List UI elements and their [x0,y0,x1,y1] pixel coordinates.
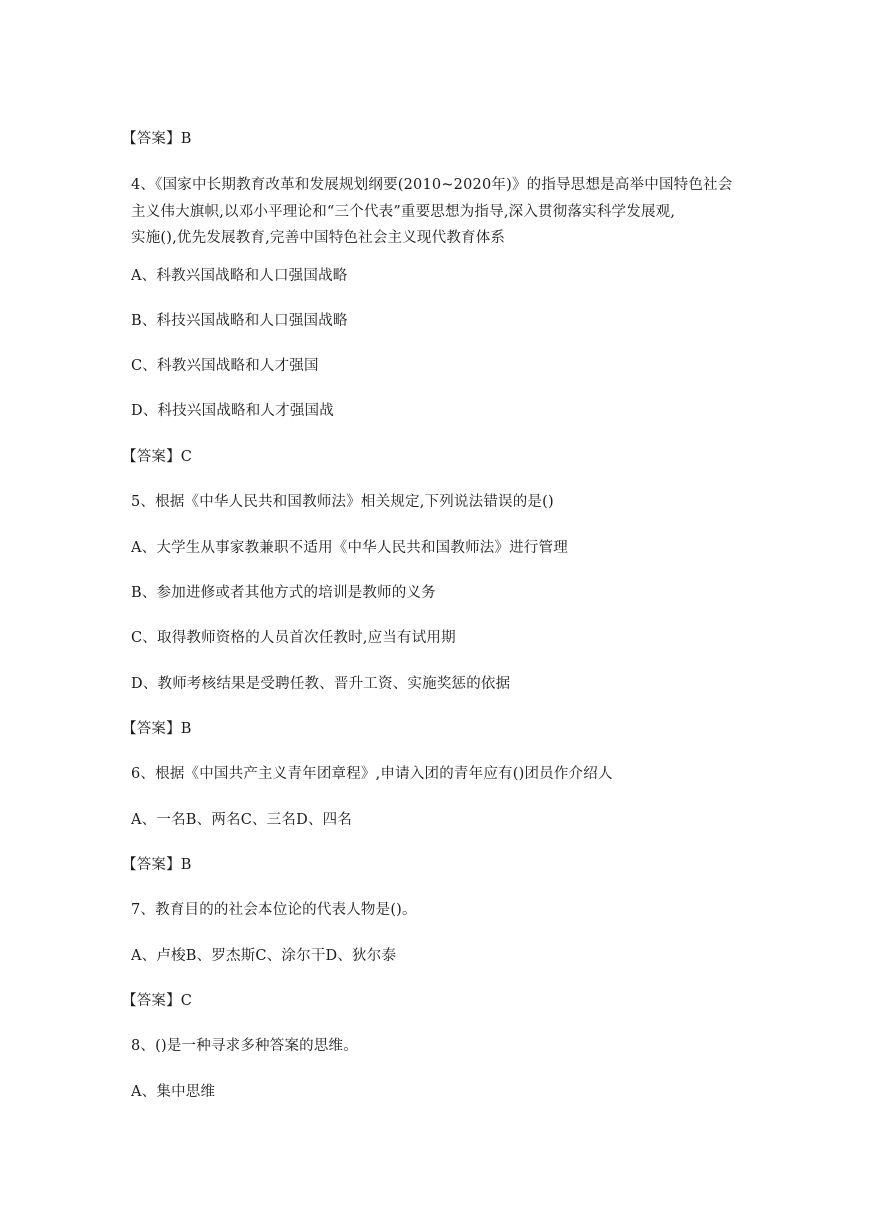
option-line: A、卢梭B、罗杰斯C、涂尔干D、狄尔泰 [131,948,397,964]
option-line: B、参加进修或者其他方式的培训是教师的义务 [131,585,436,601]
question-7: 7、教育目的的社会本位论的代表人物是()。 [131,902,417,918]
answer-line: 【答案】C [122,449,193,465]
option-line: A、一名B、两名C、三名D、四名 [131,812,353,828]
question-4-line-2: 主义伟大旗帜,以邓小平理论和“三个代表”重要思想为指导,深入贯彻落实科学发展观, [131,203,676,220]
answer-line: 【答案】B [122,857,192,873]
answer-line: 【答案】C [122,993,193,1009]
question-6: 6、根据《中国共产主义青年团章程》,申请入团的青年应有()团员作介绍人 [131,766,613,782]
question-5: 5、根据《中华人民共和国教师法》相关规定,下列说法错误的是() [131,494,554,510]
answer-line: 【答案】B [122,721,192,737]
option-line: A、科教兴国战略和人口强国战略 [131,268,348,284]
question-4-line-1: 4、《国家中长期教育改革和发展规划纲要(2010~2020年)》的指导思想是高举中国特色社会 [131,177,733,193]
option-line: D、科技兴国战略和人才强国战 [131,403,334,419]
question-8: 8、()是一种寻求多种答案的思维。 [131,1038,358,1054]
option-line: A、集中思维 [131,1084,216,1100]
option-line: A、大学生从事家教兼职不适用《中华人民共和国教师法》进行管理 [131,540,568,556]
question-4-line-3: 实施(),优先发展教育,完善中国特色社会主义现代教育体系 [131,230,506,246]
option-line: C、取得教师资格的人员首次任教时,应当有试用期 [131,630,456,646]
answer-line: 【答案】B [122,131,192,147]
option-line: C、科教兴国战略和人才强国 [131,358,319,374]
option-line: D、教师考核结果是受聘任教、晋升工资、实施奖惩的依据 [131,676,511,692]
option-line: B、科技兴国战略和人口强国战略 [131,313,348,329]
question-4 [131,172,741,252]
